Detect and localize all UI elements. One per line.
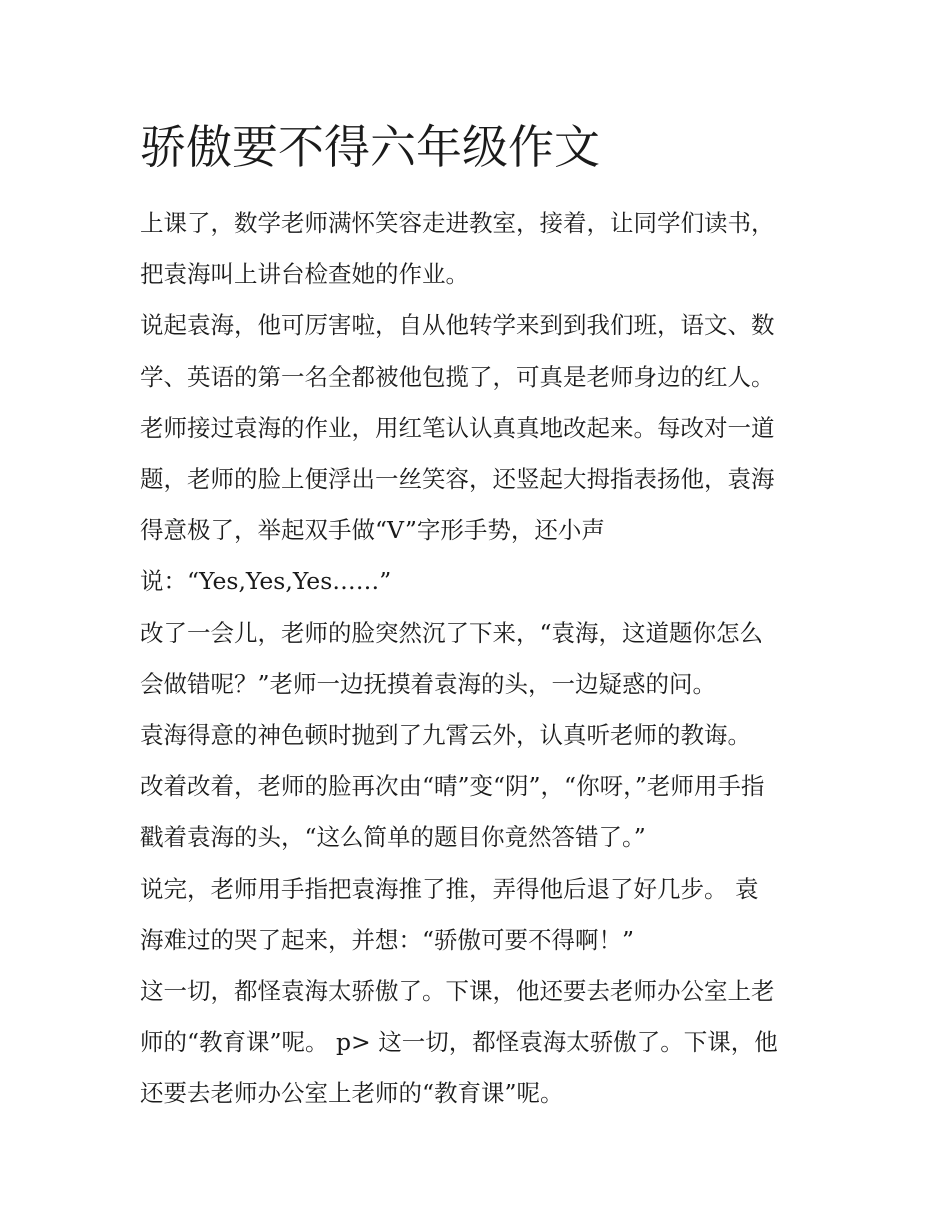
text-line: 还要去老师办公室上老师的“教育课”呢。 (140, 1079, 564, 1108)
text-line: 袁海得意的神色顿时抛到了九霄云外，认真听老师的教诲。 (140, 721, 751, 750)
text-line: 学、英语的第一名全都被他包揽了，可真是老师身边的红人。 (140, 362, 775, 391)
text-line: 老师接过袁海的作业，用红笔认认真真地改起来。每改对一道 (140, 413, 775, 442)
text-line: 说起袁海，他可厉害啦，自从他转学来到到我们班，语文、数 (140, 311, 775, 340)
text-line: 题，老师的脸上便浮出一丝笑容，还竖起大拇指表扬他，袁海 (140, 465, 775, 494)
text-line: 把袁海叫上讲台检查她的作业。 (140, 260, 469, 289)
text-line: 会做错呢？”老师一边抚摸着袁海的头，一边疑惑的问。 (140, 669, 717, 698)
text-line: 戳着袁海的头，“这么简单的题目你竟然答错了。” (140, 823, 646, 852)
text-line: 上课了，数学老师满怀笑容走进教室，接着，让同学们读书， (140, 209, 775, 237)
text-line: 改着改着，老师的脸再次由“晴”变“阴”，“你呀，”老师用手指 (140, 772, 765, 801)
text-line: 改了一会儿，老师的脸突然沉了下来，“袁海，这道题你怎么 (140, 618, 764, 647)
page-title: 骄傲要不得六年级作文 (140, 120, 600, 174)
text-line: 得意极了，举起双手做“V”字形手势，还小声 (140, 516, 605, 545)
text-line: 师的“教育课”呢。 p> 这一切，都怪袁海太骄傲了。下课，他 (140, 1028, 778, 1057)
text-line: 说完，老师用手指把袁海推了推，弄得他后退了好几步。 袁 (140, 874, 759, 903)
text-line: 海难过的哭了起来，并想：“骄傲可要不得啊！” (140, 925, 635, 954)
essay-body (140, 198, 815, 1120)
text-line: 说：“Yes,Yes,Yes……” (140, 567, 392, 596)
text-line: 这一切，都怪袁海太骄傲了。下课，他还要去老师办公室上老 (140, 977, 775, 1006)
